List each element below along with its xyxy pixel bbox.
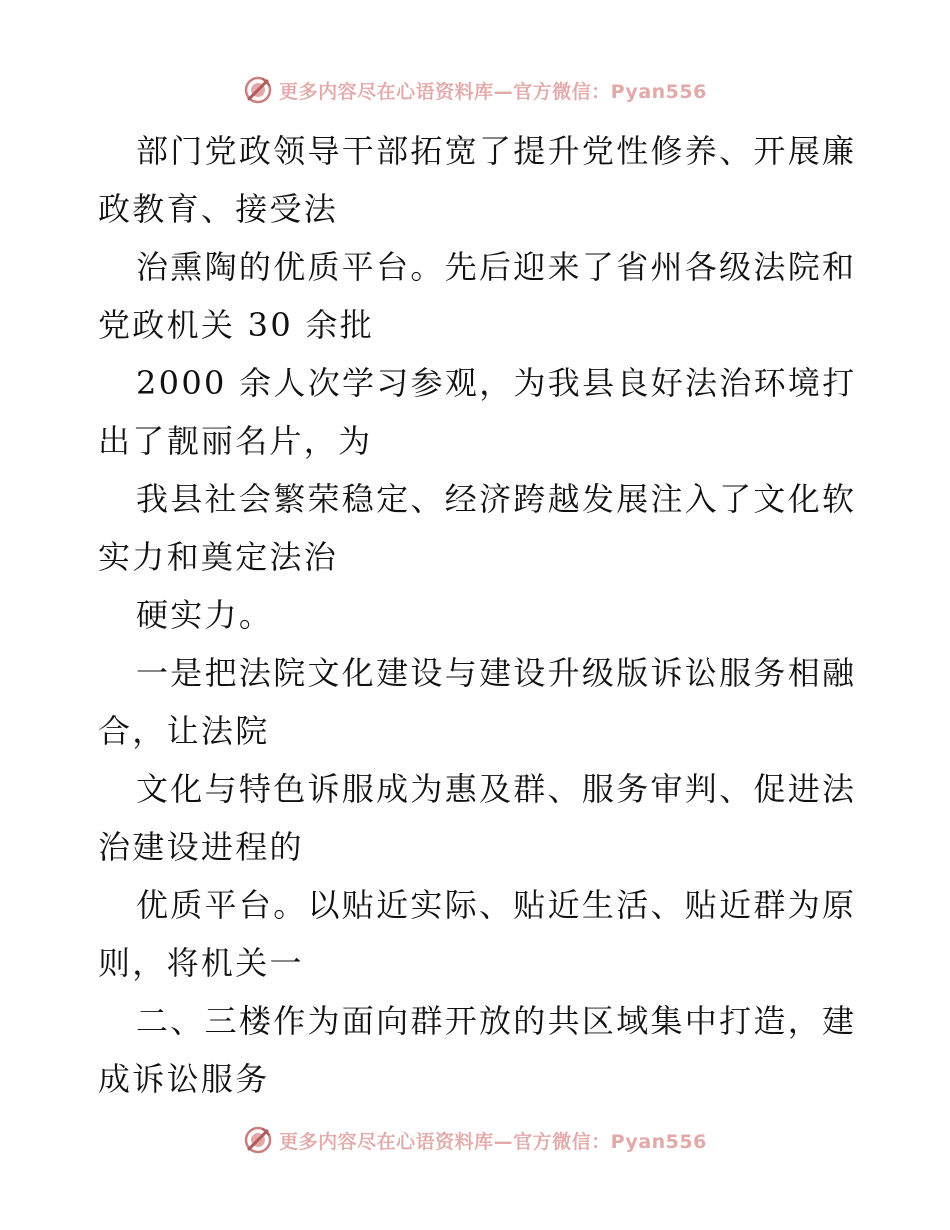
- document-body: [98, 122, 858, 1108]
- footer-watermark: [0, 1120, 950, 1160]
- paragraph-line: 一是把法院文化建设与建设升级版诉讼服务相融: [136, 654, 857, 692]
- paragraph-line: 政教育、接受法: [98, 190, 339, 228]
- header-watermark: [0, 70, 950, 110]
- paragraph-line: 成诉讼服务: [98, 1060, 270, 1098]
- seal-logo-icon: [243, 75, 273, 105]
- paragraph-line: 治建设进程的: [98, 828, 304, 866]
- seal-logo-icon: [243, 1125, 273, 1155]
- paragraph-line: 二、三楼作为面向群开放的共区域集中打造，建: [136, 1002, 857, 1040]
- paragraph-line: 合，让法院: [98, 712, 270, 750]
- paragraph-line: 则，将机关一: [98, 944, 304, 982]
- paragraph-line: 我县社会繁荣稳定、经济跨越发展注入了文化软: [136, 480, 857, 518]
- paragraph-line: 2000 余人次学习参观，为我县良好法治环境打: [136, 364, 857, 402]
- paragraph-line: 优质平台。以贴近实际、贴近生活、贴近群为原: [136, 886, 857, 924]
- paragraph-line: 硬实力。: [136, 596, 274, 634]
- paragraph-line: 实力和奠定法治: [98, 538, 339, 576]
- watermark-text: 更多内容尽在心语资料库—官方微信：Pyan556: [279, 1130, 707, 1153]
- paragraph-line: 党政机关 30 余批: [98, 306, 375, 344]
- paragraph-line: 文化与特色诉服成为惠及群、服务审判、促进法: [136, 770, 857, 808]
- watermark-text: 更多内容尽在心语资料库—官方微信：Pyan556: [279, 80, 707, 103]
- paragraph-line: 治熏陶的优质平台。先后迎来了省州各级法院和: [136, 248, 857, 286]
- paragraph-line: 出了靓丽名片，为: [98, 422, 373, 460]
- paragraph-line: 部门党政领导干部拓宽了提升党性修养、开展廉: [136, 132, 857, 170]
